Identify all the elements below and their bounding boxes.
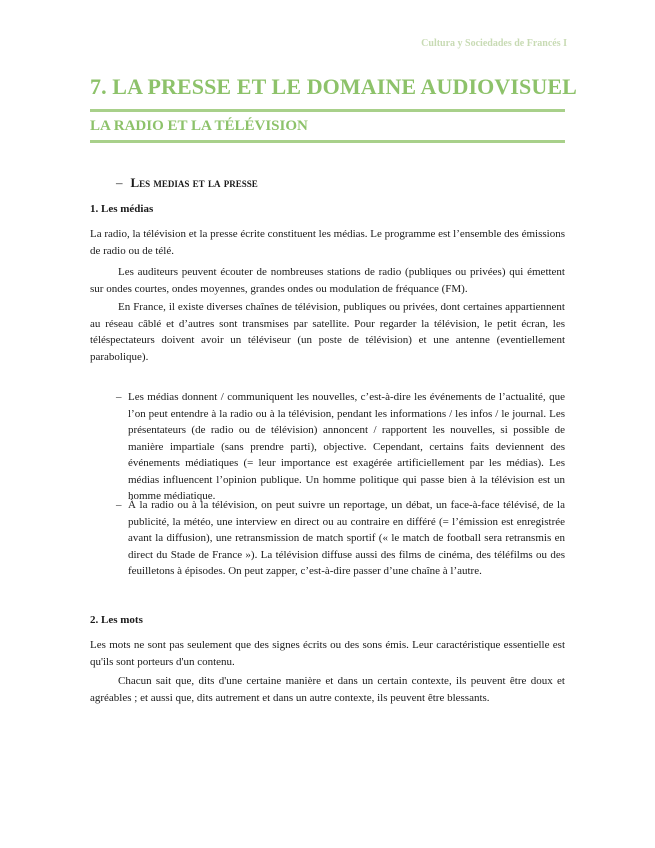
medias-paragraph-3: En France, il existe diverses chaînes de télévision, publiques ou privées, dont certaines appartiennent au réseau câblé et d’autres sont transmises par satellite. Pour regarder la télévision, le petit écran, les téléspectateurs doivent avoir un téléviseur (un poste de télévision) et une antenne (eventiellement parabolique).	[90, 301, 565, 363]
chapter-subtitle: LA RADIO ET LA TÉLÉVISION	[90, 118, 308, 134]
medias-heading: 1. Les médias	[90, 203, 154, 215]
medias-paragraph-2: Les auditeurs peuvent écouter de nombreuses stations de radio (publiques ou privées) qui émettent sur ondes courtes, ondes moyennes, grandes ondes ou modulation de fréquance (FM).	[90, 266, 565, 295]
medias-paragraph-1: La radio, la télévision et la presse écrite constituent les médias. Le programme est l’ensemble des émissions de radio ou de télé.	[90, 228, 565, 257]
mots-heading: 2. Les mots	[90, 614, 143, 626]
mots-paragraph-2: Chacun sait que, dits d'une certaine manière et dans un certain contexte, ils peuvent être doux et agréables ; et aussi que, dits autrement et dans un autre contexte, ils peuvent être blessants.	[90, 675, 565, 704]
mots-paragraph-1: Les mots ne sont pas seulement que des signes écrits ou des sons émis. Leur caractéristique essentielle est qu'ils sont porteurs d'un contenu.	[90, 639, 565, 668]
subtitle-rule	[90, 140, 565, 143]
bullet-dash: –	[116, 499, 122, 511]
list-item	[116, 389, 565, 505]
bullet-dash: –	[116, 391, 122, 403]
chapter-title: 7. LA PRESSE ET LE DOMAINE AUDIOVISUEL	[90, 74, 577, 99]
list-item	[116, 497, 565, 580]
section-heading	[116, 175, 258, 191]
chapter-rule	[90, 109, 565, 112]
bullet-text: Les médias donnent / communiquent les nouvelles, c’est-à-dire les événements de l’actualité, que l’on peut entendre à la radio ou à la télévision, pendant les informations / les infos / le journal. Les présentateurs (de radio ou de télévision) annoncent / rapportent les nouvelles, si possible de manière impartiale (sans prendre parti), objective. Cependant, certains faits deviennent des événements médiatiques (= leur importance est exagérée artificiellement par les médias). Les médias influencent l’opinion publique. Un homme politique qui passe bien à la télévision est un homme médiatique.	[128, 391, 565, 502]
running-header: Cultura y Sociedades de Francés I	[421, 38, 567, 49]
section-heading-text: Les medias et la presse	[130, 175, 258, 190]
bullet-text: À la radio ou à la télévision, on peut suivre un reportage, un débat, un face-à-face télévisé, de la publicité, la météo, une interview en direct ou au contraire en différé (= l’émission est enregistrée avant la diffusion), une retransmission de match sportif (« le match de football sera retransmis en direct du Stade de France »). La télévision diffuse aussi des films de cinéma, des téléfilms ou des feuilletons à épisodes. On peut zapper, c’est-à-dire passer d’une chaîne à l’autre.	[128, 499, 565, 577]
section-dash: –	[116, 175, 123, 190]
